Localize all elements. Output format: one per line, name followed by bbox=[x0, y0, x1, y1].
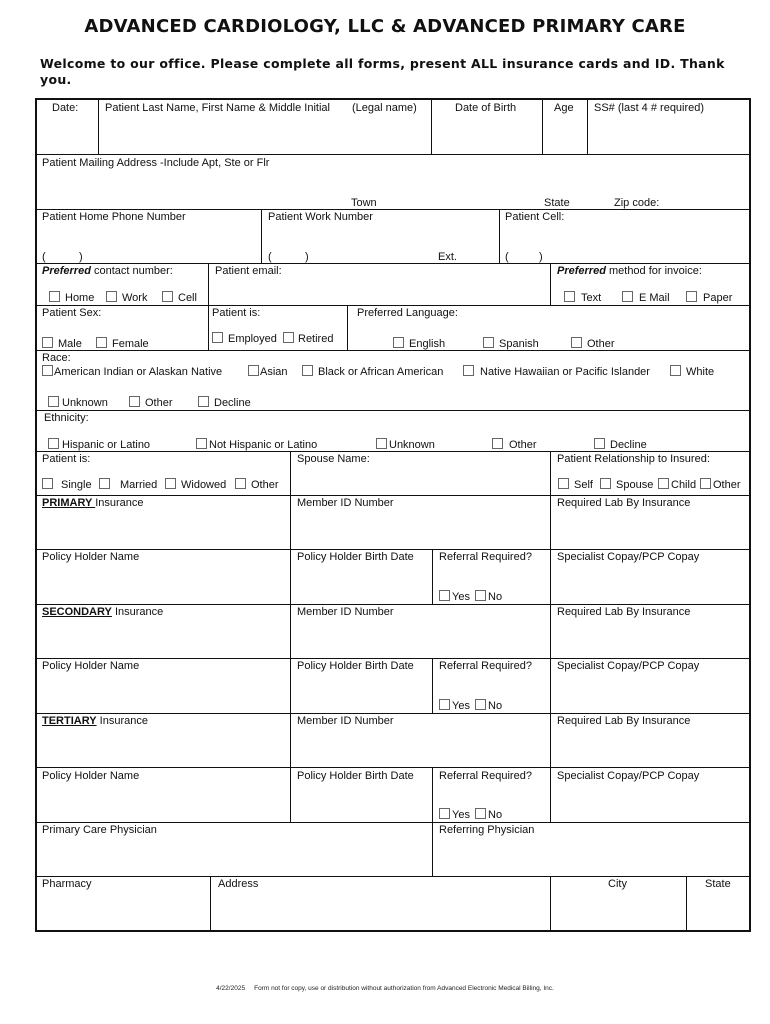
ethnicity-other-label: Other bbox=[509, 439, 537, 451]
col-divider bbox=[587, 98, 588, 154]
race-decline-checkbox[interactable] bbox=[198, 396, 209, 407]
tertiary-insurance-name: TERTIARY bbox=[42, 715, 97, 727]
race-asian-checkbox[interactable] bbox=[248, 365, 259, 376]
preferred-language-label: Preferred Language: bbox=[357, 307, 458, 319]
policy-holder-dob-label: Policy Holder Birth Date bbox=[297, 551, 414, 563]
relationship-label: Patient Relationship to Insured: bbox=[557, 453, 710, 465]
form-title: ADVANCED CARDIOLOGY, LLC & ADVANCED PRIMARY CARE bbox=[84, 16, 686, 37]
row-divider bbox=[35, 713, 751, 714]
ethnicity-other-checkbox[interactable] bbox=[492, 438, 503, 449]
marital-other-label: Other bbox=[251, 479, 279, 491]
male-checkbox[interactable] bbox=[42, 337, 53, 348]
email-checkbox[interactable] bbox=[622, 291, 633, 302]
copay-label: Specialist Copay/PCP Copay bbox=[557, 551, 700, 563]
female-option-label: Female bbox=[112, 338, 149, 350]
ethnicity-unknown-label: Unknown bbox=[389, 439, 435, 451]
col-divider bbox=[261, 209, 262, 263]
race-pacific-islander-checkbox[interactable] bbox=[463, 365, 474, 376]
race-unknown-label: Unknown bbox=[62, 397, 108, 409]
pcp-label: Primary Care Physician bbox=[42, 824, 157, 836]
mailing-address-label: Patient Mailing Address -Include Apt, Ste or Flr bbox=[42, 157, 270, 169]
legal-name-label: (Legal name) bbox=[352, 102, 417, 114]
race-other-checkbox[interactable] bbox=[129, 396, 140, 407]
not-hispanic-checkbox[interactable] bbox=[196, 438, 207, 449]
hispanic-label: Hispanic or Latino bbox=[62, 439, 151, 451]
employed-option-label: Employed bbox=[228, 333, 277, 345]
footer-date: 4/22/2025 bbox=[216, 985, 246, 992]
referral-yes-label: Yes bbox=[452, 591, 470, 603]
row-divider bbox=[35, 658, 751, 659]
single-label: Single bbox=[61, 479, 92, 491]
referral-no-checkbox[interactable] bbox=[475, 699, 486, 710]
spouse-name-label: Spouse Name: bbox=[297, 453, 370, 465]
married-checkbox[interactable] bbox=[99, 478, 110, 489]
preferred-word: Preferred bbox=[42, 265, 91, 277]
policy-holder-label: Policy Holder Name bbox=[42, 551, 140, 563]
race-american-indian-checkbox[interactable] bbox=[42, 365, 53, 376]
copay-label: Specialist Copay/PCP Copay bbox=[557, 660, 700, 672]
text-option-label: Text bbox=[581, 292, 602, 304]
row-divider bbox=[35, 410, 751, 411]
contact-number-text: contact number: bbox=[90, 265, 173, 277]
race-american-indian-label: American Indian or Alaskan Native bbox=[54, 366, 223, 378]
town-label: Town bbox=[351, 197, 377, 209]
footer-notice: Form not for copy, use or distribution without authorization from Advanced Electronic Medical Billing, Inc. bbox=[254, 985, 554, 992]
state-label: State bbox=[544, 197, 570, 209]
referral-yes-label: Yes bbox=[452, 700, 470, 712]
relationship-other-label: Other bbox=[713, 479, 741, 491]
primary-insurance-suffix: Insurance bbox=[95, 497, 144, 509]
col-divider bbox=[499, 209, 500, 263]
paren-open: ( bbox=[42, 251, 46, 263]
paren-open: ( bbox=[505, 251, 509, 263]
race-black-label: Black or African American bbox=[318, 366, 444, 378]
pharmacy-label: Pharmacy bbox=[42, 878, 92, 890]
hispanic-checkbox[interactable] bbox=[48, 438, 59, 449]
paper-option-label: Paper bbox=[703, 292, 733, 304]
race-white-label: White bbox=[686, 366, 715, 378]
footer bbox=[0, 985, 770, 992]
work-option-label: Work bbox=[122, 292, 148, 304]
patient-email-label: Patient email: bbox=[215, 265, 282, 277]
referral-yes-label: Yes bbox=[452, 809, 470, 821]
cell-phone-label: Patient Cell: bbox=[505, 211, 565, 223]
male-option-label: Male bbox=[58, 338, 82, 350]
referral-no-checkbox[interactable] bbox=[475, 808, 486, 819]
english-checkbox[interactable] bbox=[393, 337, 404, 348]
race-other-label: Other bbox=[145, 397, 173, 409]
col-divider bbox=[550, 876, 551, 932]
row-divider bbox=[35, 767, 751, 768]
patient-name-label: Patient Last Name, First Name & Middle Initial bbox=[105, 102, 330, 114]
relationship-other-checkbox[interactable] bbox=[700, 478, 711, 489]
col-divider bbox=[431, 98, 432, 154]
self-checkbox[interactable] bbox=[558, 478, 569, 489]
invoice-method-text: method for invoice: bbox=[605, 265, 702, 277]
referral-yes-checkbox[interactable] bbox=[439, 590, 450, 601]
race-white-checkbox[interactable] bbox=[670, 365, 681, 376]
row-divider bbox=[35, 263, 751, 264]
self-label: Self bbox=[574, 479, 593, 491]
age-label: Age bbox=[554, 102, 574, 114]
member-id-label: Member ID Number bbox=[297, 715, 394, 727]
preferred-word: Preferred bbox=[557, 265, 606, 277]
retired-option-label: Retired bbox=[298, 333, 334, 345]
ethnicity-decline-checkbox[interactable] bbox=[594, 438, 605, 449]
child-checkbox[interactable] bbox=[658, 478, 669, 489]
race-label: Race: bbox=[42, 352, 71, 364]
race-decline-label: Decline bbox=[214, 397, 251, 409]
row-divider bbox=[35, 495, 751, 496]
tertiary-insurance-label bbox=[42, 715, 148, 728]
referral-required-label: Referral Required? bbox=[439, 770, 532, 782]
referral-yes-checkbox[interactable] bbox=[439, 808, 450, 819]
paren-close: ) bbox=[539, 251, 543, 263]
race-pacific-islander-label: Native Hawaiian or Pacific Islander bbox=[480, 366, 650, 378]
female-checkbox[interactable] bbox=[96, 337, 107, 348]
married-label: Married bbox=[120, 479, 158, 491]
paren-close: ) bbox=[79, 251, 83, 263]
col-divider bbox=[686, 876, 687, 932]
secondary-insurance-suffix: Insurance bbox=[111, 606, 164, 618]
dob-label: Date of Birth bbox=[455, 102, 517, 114]
race-black-checkbox[interactable] bbox=[302, 365, 313, 376]
col-divider bbox=[208, 263, 209, 350]
language-other-checkbox[interactable] bbox=[571, 337, 582, 348]
referral-yes-checkbox[interactable] bbox=[439, 699, 450, 710]
required-lab-label: Required Lab By Insurance bbox=[557, 497, 691, 509]
spouse-checkbox[interactable] bbox=[600, 478, 611, 489]
referral-no-checkbox[interactable] bbox=[475, 590, 486, 601]
referral-no-label: No bbox=[488, 700, 503, 712]
retired-checkbox[interactable] bbox=[283, 332, 294, 343]
policy-holder-label: Policy Holder Name bbox=[42, 660, 140, 672]
row-divider bbox=[35, 822, 751, 823]
referral-no-label: No bbox=[488, 809, 503, 821]
row-divider bbox=[35, 549, 751, 550]
paper-checkbox[interactable] bbox=[686, 291, 697, 302]
referral-required-label: Referral Required? bbox=[439, 551, 532, 563]
col-divider bbox=[550, 451, 551, 822]
col-divider bbox=[210, 876, 211, 932]
marital-other-checkbox[interactable] bbox=[235, 478, 246, 489]
zip-label: Zip code: bbox=[614, 197, 660, 209]
tertiary-insurance-suffix: Insurance bbox=[96, 715, 148, 727]
secondary-insurance-label bbox=[42, 606, 163, 619]
home-option-label: Home bbox=[65, 292, 95, 304]
referral-required-label: Referral Required? bbox=[439, 660, 532, 672]
invoice-method-label bbox=[557, 265, 702, 278]
referring-physician-label: Referring Physician bbox=[439, 824, 535, 836]
row-divider bbox=[35, 154, 751, 155]
race-unknown-checkbox[interactable] bbox=[48, 396, 59, 407]
not-hispanic-label: Not Hispanic or Latino bbox=[209, 439, 318, 451]
row-divider bbox=[35, 604, 751, 605]
cell-option-label: Cell bbox=[178, 292, 197, 304]
ext-label: Ext. bbox=[438, 251, 457, 263]
race-asian-label: Asian bbox=[260, 366, 288, 378]
preferred-contact-label bbox=[42, 265, 173, 278]
marital-status-label: Patient is: bbox=[42, 453, 91, 465]
member-id-label: Member ID Number bbox=[297, 497, 394, 509]
secondary-insurance-name: SECONDARY bbox=[42, 606, 112, 618]
ssn-label: SS# (last 4 # required) bbox=[594, 102, 705, 114]
home-phone-label: Patient Home Phone Number bbox=[42, 211, 186, 223]
col-divider bbox=[347, 305, 348, 350]
widowed-label: Widowed bbox=[181, 479, 227, 491]
cell-checkbox[interactable] bbox=[162, 291, 173, 302]
pharmacy-city-label: City bbox=[608, 878, 627, 890]
pharmacy-address-label: Address bbox=[218, 878, 259, 890]
col-divider bbox=[432, 549, 433, 604]
english-option-label: English bbox=[409, 338, 446, 350]
col-divider bbox=[432, 658, 433, 713]
employed-checkbox[interactable] bbox=[212, 332, 223, 343]
col-divider bbox=[432, 767, 433, 876]
copay-label: Specialist Copay/PCP Copay bbox=[557, 770, 700, 782]
policy-holder-dob-label: Policy Holder Birth Date bbox=[297, 660, 414, 672]
child-label: Child bbox=[671, 479, 697, 491]
spanish-option-label: Spanish bbox=[499, 338, 539, 350]
work-checkbox[interactable] bbox=[106, 291, 117, 302]
intro-text: Welcome to our office. Please complete all forms, present ALL insurance cards and ID. Thank you. bbox=[40, 56, 725, 87]
primary-insurance-name: PRIMARY bbox=[42, 497, 96, 509]
spanish-checkbox[interactable] bbox=[483, 337, 494, 348]
single-checkbox[interactable] bbox=[42, 478, 53, 489]
col-divider bbox=[550, 263, 551, 305]
paren-close: ) bbox=[305, 251, 309, 263]
policy-holder-label: Policy Holder Name bbox=[42, 770, 140, 782]
ethnicity-decline-label: Decline bbox=[610, 439, 647, 451]
member-id-label: Member ID Number bbox=[297, 606, 394, 618]
col-divider bbox=[290, 451, 291, 822]
policy-holder-dob-label: Policy Holder Birth Date bbox=[297, 770, 414, 782]
work-phone-label: Patient Work Number bbox=[268, 211, 373, 223]
patient-sex-label: Patient Sex: bbox=[42, 307, 102, 319]
ethnicity-label: Ethnicity: bbox=[44, 412, 89, 424]
col-divider bbox=[98, 98, 99, 154]
date-label: Date: bbox=[52, 102, 79, 114]
row-divider bbox=[35, 305, 751, 306]
widowed-checkbox[interactable] bbox=[165, 478, 176, 489]
row-divider bbox=[35, 876, 751, 877]
pharmacy-state-label: State bbox=[705, 878, 731, 890]
text-checkbox[interactable] bbox=[564, 291, 575, 302]
language-other-label: Other bbox=[587, 338, 615, 350]
col-divider bbox=[542, 98, 543, 154]
referral-no-label: No bbox=[488, 591, 503, 603]
patient-is-label: Patient is: bbox=[212, 307, 261, 319]
primary-insurance-label bbox=[42, 497, 144, 510]
required-lab-label: Required Lab By Insurance bbox=[557, 606, 691, 618]
email-option-label: E Mail bbox=[639, 292, 670, 304]
paren-open: ( bbox=[268, 251, 272, 263]
home-checkbox[interactable] bbox=[49, 291, 60, 302]
spouse-label: Spouse bbox=[616, 479, 654, 491]
ethnicity-unknown-checkbox[interactable] bbox=[376, 438, 387, 449]
required-lab-label: Required Lab By Insurance bbox=[557, 715, 691, 727]
